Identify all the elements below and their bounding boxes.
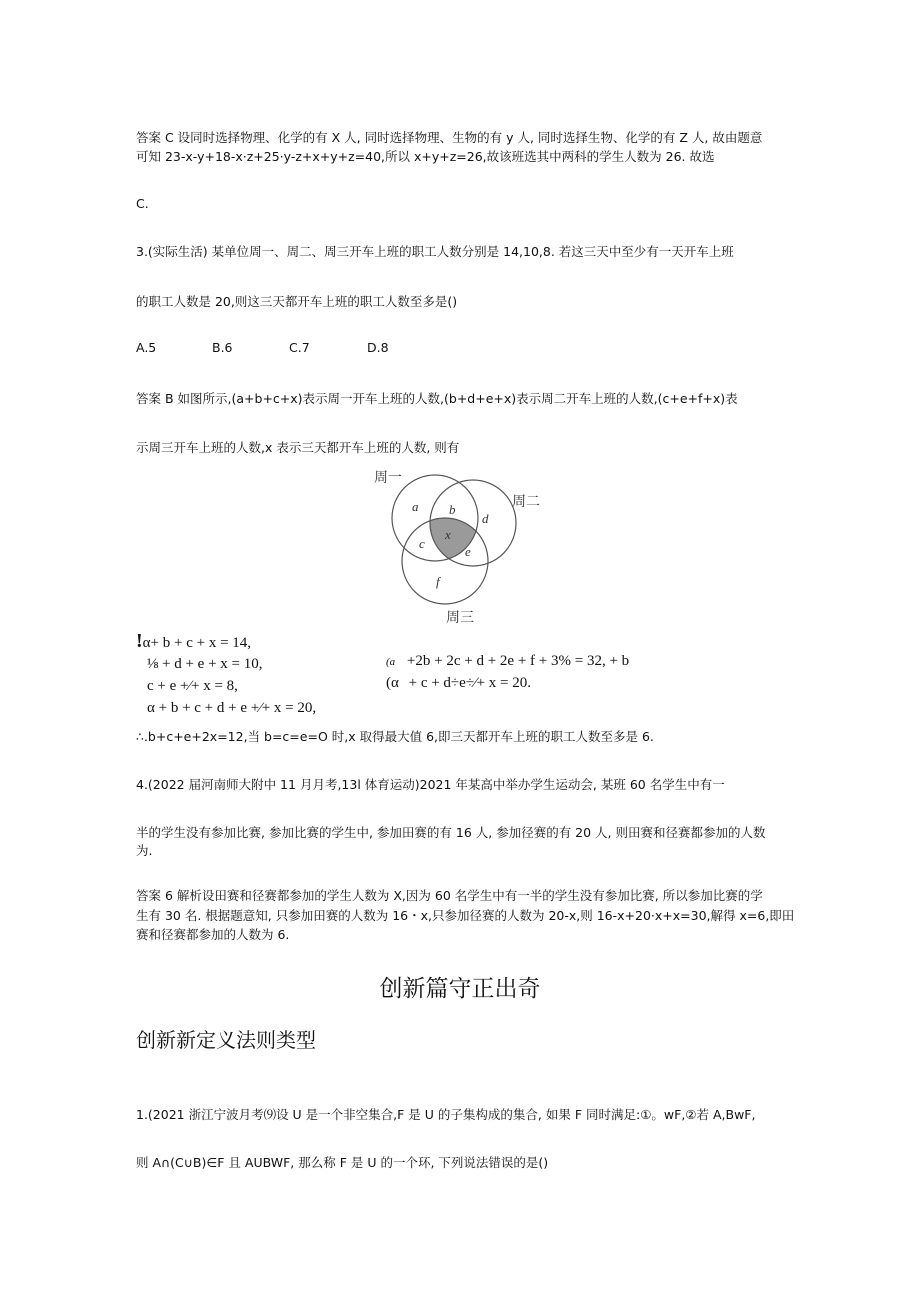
equation-3: c + e +⁄+ x = 8,: [147, 678, 238, 694]
equation-right-2: + c + d÷e÷⁄+ x = 20.: [408, 675, 531, 691]
equation-right-mark-1: (a: [386, 656, 396, 668]
section-heading: 创新篇守正出奇: [379, 976, 541, 1002]
option-a: A.5: [136, 340, 157, 355]
answer-6-line-2: 生有 30 名. 根据题意知, 只参加田赛的人数为 16・x,只参加径赛的人数为 20-x,则 16-x+20·x+x=30,解得 x=6,即田: [136, 908, 795, 923]
question-4-line-3: 为.: [136, 843, 153, 858]
equation-4: α + b + c + d + e +⁄+ x = 20,: [147, 700, 317, 716]
answer-c-line-1: 答案 C 设同时选择物理、化学的有 X 人, 同时选择物理、生物的有 y 人, 同时选择生物、化学的有 Z 人, 故由题意: [136, 130, 763, 145]
venn-region-b: b: [449, 502, 456, 517]
equation-right-1: +2b + 2c + d + 2e + f + 3% = 32, + b: [406, 653, 630, 669]
subsection-heading: 创新新定义法则类型: [136, 1028, 316, 1052]
equation-right-line-1: [386, 651, 629, 672]
venn-region-a: a: [412, 499, 419, 514]
venn-region-c: c: [419, 536, 425, 551]
question-3-line-2: 的职工人数是 20,则这三天都开车上班的职工人数至多是(): [136, 294, 458, 309]
venn-label-mon: 周一: [374, 470, 402, 486]
answer-6-line-3: 赛和径赛都参加的人数为 6.: [136, 927, 290, 942]
answer-b-line-1: 答案 B 如图所示,(a+b+c+x)表示周一开车上班的人数,(b+d+e+x)表示周二开车上班的人数,(c+e+f+x)表: [136, 391, 738, 406]
venn-diagram: [360, 460, 560, 630]
venn-region-f: f: [436, 574, 440, 589]
answer-c-end: C.: [136, 196, 149, 211]
venn-label-tue: 周二: [512, 494, 540, 510]
equation-2: ⅛ + d + e + x = 10,: [147, 656, 263, 672]
answer-6-line-1: 答案 6 解析设田赛和径赛都参加的学生人数为 X,因为 60 名学生中有一半的学生没有参加比赛, 所以参加比赛的学: [136, 888, 763, 903]
conclusion-text: ∴.b+c+e+2x=12,当 b=c=e=O 时,x 取得最大值 6,即三天都开车上班的职工人数至多是 6.: [136, 729, 654, 744]
venn-label-wed: 周三: [446, 610, 474, 626]
question-1-line-2: 则 A∩(C∪B)∈F 且 AUBWF, 那么称 F 是 U 的一个环, 下列说法错误的是(): [136, 1155, 549, 1170]
equation-right-mark-2: (α: [386, 675, 399, 691]
venn-region-d: d: [482, 511, 489, 526]
question-3-line-1: 3.(实际生活) 某单位周一、周二、周三开车上班的职工人数分别是 14,10,8. 若这三天中至少有一天开车上班: [136, 244, 734, 259]
venn-region-e: e: [465, 544, 471, 559]
equation-line-1: [136, 631, 251, 653]
question-4-line-2: 半的学生没有参加比赛, 参加比赛的学生中, 参加田赛的有 16 人, 参加径赛的有 20 人, 则田赛和径赛都参加的人数: [136, 825, 766, 840]
option-c: C.7: [289, 340, 310, 355]
equation-1: α+ b + c + x = 14,: [142, 635, 252, 651]
answer-c-line-2: 可知 23-x-y+18-x·z+25·y-z+x+y+z=40,所以 x+y+z=26,故该班选其中两科的学生人数为 26. 故选: [136, 149, 715, 164]
equation-brace-mark: !: [136, 630, 143, 652]
option-d: D.8: [367, 340, 389, 355]
question-1-line-1: 1.(2021 浙江宁波月考⑼设 U 是一个非空集合,F 是 U 的子集构成的集合, 如果 F 同时满足:①。wF,②若 A,BwF,: [136, 1107, 756, 1122]
answer-b-line-2: 示周三开车上班的人数,x 表示三天都开车上班的人数, 则有: [136, 440, 460, 455]
option-b: B.6: [212, 340, 233, 355]
venn-region-x: x: [445, 527, 451, 542]
question-4-line-1: 4.(2022 届河南师大附中 11 月月考,13l 体育运动)2021 年某高中举办学生运动会, 某班 60 名学生中有一: [136, 777, 725, 792]
equation-right-line-2: [386, 673, 531, 693]
